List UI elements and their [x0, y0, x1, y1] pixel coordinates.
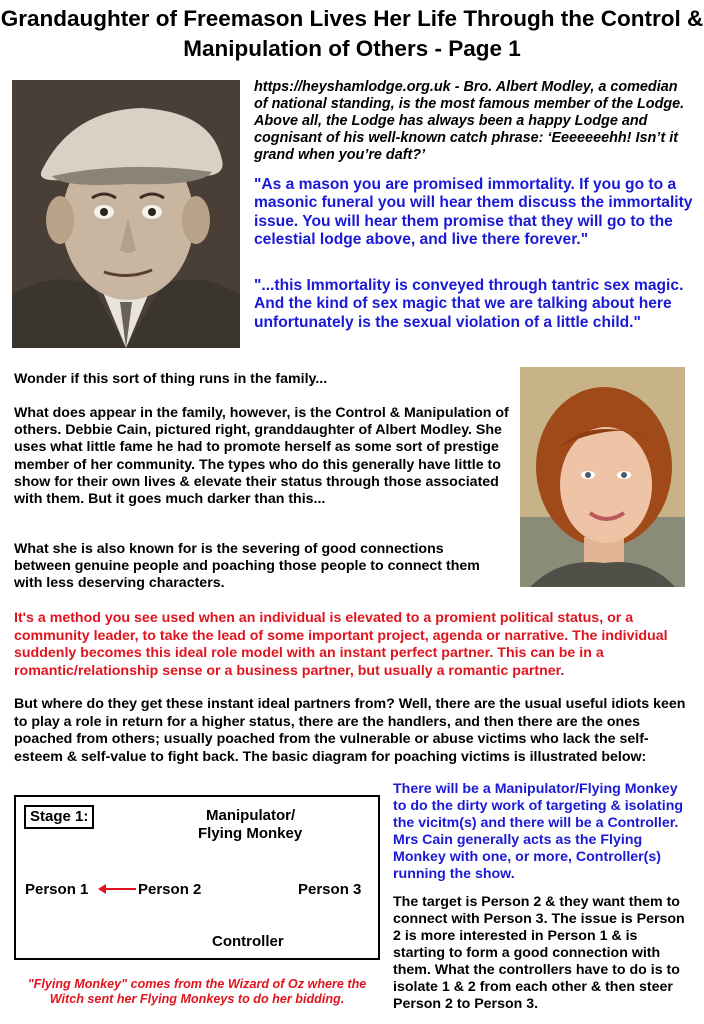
albert-modley-photo [12, 80, 240, 348]
person-3-label: Person 3 [298, 881, 362, 898]
quote-tantric: "...this Immortality is conveyed through tantric sex magic. And the kind of sex magic that we are talking about here unfortunately is the sexual violation of a little child." [254, 277, 684, 331]
quote-immortality: "As a mason you are promised immortality. If you go to a masonic funeral you will hear them discuss the immortality issue. You will hear them promise that they will go to the celestial lodge above, and live there forever." [254, 176, 693, 249]
controller-label: Controller [212, 933, 284, 950]
manipulator-label-line2: Flying Monkey [198, 825, 303, 842]
debbie-cain-portrait-icon [520, 367, 685, 587]
manipulator-label [16, 807, 378, 843]
albert-modley-portrait-icon [12, 80, 240, 348]
page-title: Grandaughter of Freemason Lives Her Life Through the Control & Manipulation of Others - Page 1 [0, 6, 704, 61]
flying-monkey-caption: "Flying Monkey" comes from the Wizard of Oz where the Witch sent her Flying Monkeys to do her bidding. [27, 977, 367, 1006]
paragraph-political: It's a method you see used when an individual is elevated to a promient political status, or a community leader, to take the lead of some important project, agenda or narrative. The individual suddenly becomes this ideal role model with an instant perfect partner. This can be in a romantic/relationship sense or a business partner, but usually a romantic partner. [14, 610, 668, 679]
manipulator-label-line1: Manipulator/ [206, 807, 296, 824]
paragraph-partners: But where do they get these instant ideal partners from? Well, there are the usual useful idiots keen to play a role in return for a higher status, there are the handlers, and then there are the ones poached from others; usually poached from the vulnerable or abuse victims who lack the self-esteem & self-value to fight back. The basic diagram for poaching victims is illustrated below: [14, 696, 686, 765]
arrow-left-icon [96, 881, 138, 897]
lodge-quote: https://heyshamlodge.org.uk - Bro. Albert Modley, a comedian of national standing, is the most famous member of the Lodge. Above all, the Lodge has always been a happy Lodge and cognisant of his well-known catch phrase: ‘Eeeeeeehh! Isn’t it grand when you’re daft?’ [254, 79, 685, 163]
sidebar-explanation-target: The target is Person 2 & they want them to connect with Person 3. The issue is Person 2 is more interested in Person 1 & is starting to form a good connection with them. What the controllers have to do is to isolate 1 & 2 from each other & then steer Person 2 to Person 3. [393, 894, 685, 1012]
paragraph-family: Wonder if this sort of thing runs in the family... [14, 371, 328, 387]
person-1-label: Person 1 [25, 881, 89, 898]
debbie-cain-photo [520, 367, 685, 587]
arrow-head [98, 884, 106, 894]
person-2-label: Person 2 [138, 881, 202, 898]
stage-label: Stage 1: [24, 805, 94, 829]
sidebar-explanation-blue: There will be a Manipulator/Flying Monkey to do the dirty work of targeting & isolating the vicitm(s) and there will be a Controller. Mrs Cain generally acts as the Flying Monkey with one, or more, Controller(s) running the show. [393, 781, 684, 882]
poaching-diagram [14, 795, 380, 960]
paragraph-control: What does appear in the family, however, is the Control & Manipulation of others. Debbie Cain, pictured right, granddaughter of Albert Modley. She uses what little fame he had to promote herself as some sort of prestige member of her community. The types who do this generally have little to show for their own lives & elevate their status through those associated with them. But it goes much darker than this... [14, 405, 509, 508]
paragraph-severing: What she is also known for is the severing of good connections between genuine people and poaching those people to connect them with less deserving characters. [14, 541, 480, 592]
